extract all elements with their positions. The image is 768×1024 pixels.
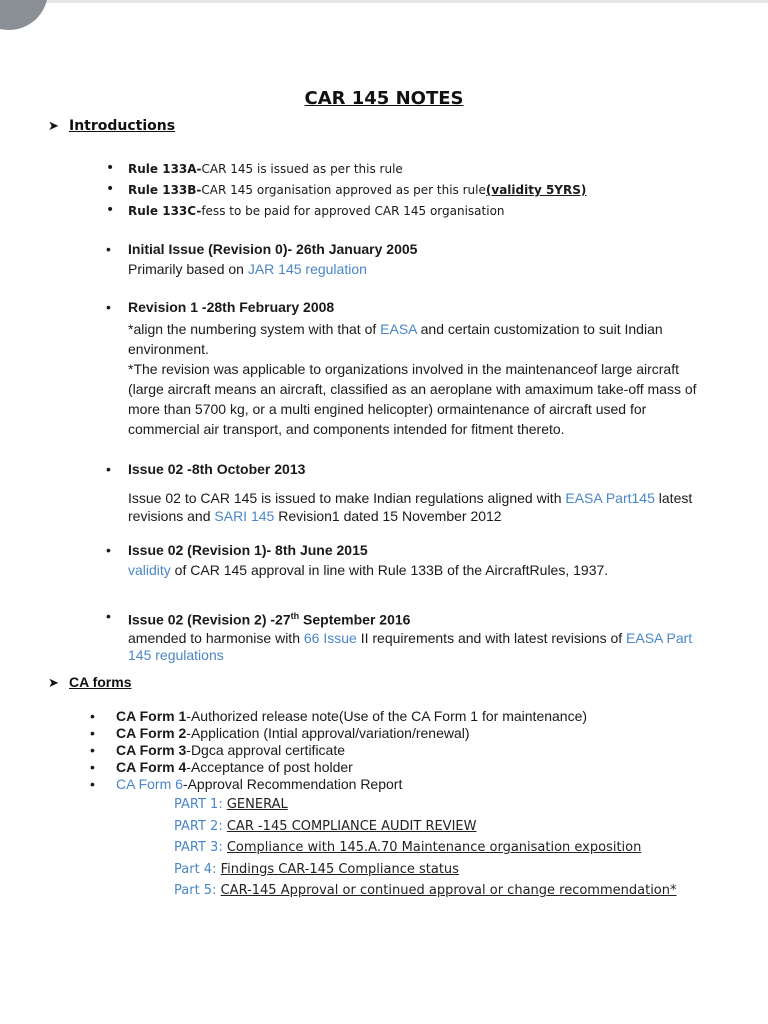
revision-issue-02-rev-1: • Issue 02 (Revision 1)- 8th June 2015 validity of CAR 145 approval in line with Rule 133B of the AircraftRules, 1937.	[106, 542, 609, 578]
list-item: • CA Form 1-Authorized release note(Use of the CA Form 1 for maintenance)	[90, 708, 588, 724]
top-border	[0, 0, 768, 3]
bullet-icon: •	[106, 202, 115, 218]
arrow-bullet-icon: ➤	[48, 675, 59, 690]
bullet-icon: •	[90, 708, 95, 724]
revision-issue-02-rev-2: • Issue 02 (Revision 2) -27th September 2016 amended to harmonise with 66 Issue II requirements and with latest revisions of EASA Part 145 regulations	[106, 608, 693, 663]
list-item: Part 5: CAR-145 Approval or continued approval or change recommendation*	[174, 883, 677, 898]
link-easa-part145[interactable]: EASA Part145	[565, 490, 655, 506]
bullet-icon: •	[106, 181, 115, 197]
list-item: • Rule 133A-CAR 145 is issued as per this rule	[106, 160, 403, 176]
revision-1: • Revision 1 -28th February 2008 *align the numbering system with that of EASA and certain customization to suit Indian environment. *The revision was applicable to organizations involved in the maintenanceof large aircraft (large aircraft means an aircraft, classified as an aeroplane with amaximum take-off mass of more than 5700 kg, or a multi engined helicopter) ormaintenance of aircraft used for commercial air transport, and components intended for fitment thereto.	[106, 299, 697, 437]
bullet-icon: •	[90, 776, 95, 792]
bullet-icon: •	[90, 725, 95, 741]
list-item: Part 4: Findings CAR-145 Compliance status	[174, 861, 459, 877]
arrow-bullet-icon: ➤	[48, 119, 59, 134]
bullet-icon: •	[106, 299, 111, 315]
list-item: • CA Form 3-Dgca approval certificate	[90, 742, 346, 758]
corner-shadow	[0, 0, 48, 30]
list-item: PART 3: Compliance with 145.A.70 Maintenance organisation exposition	[174, 840, 642, 855]
list-item: • Rule 133B-CAR 145 organisation approved as per this rule(validity 5YRS)	[106, 181, 587, 197]
ca-forms-list	[90, 708, 587, 793]
page-title: CAR 145 NOTES	[304, 88, 464, 109]
section-ca-forms: ➤ CA forms	[48, 674, 132, 690]
revision-issue-02: • Issue 02 -8th October 2013 Issue 02 to CAR 145 is issued to make Indian regulations aligned with EASA Part145 latest revisions and SARI 145 Revision1 dated 15 November 2012	[106, 461, 693, 524]
list-item: • CA Form 6-Approval Recommendation Report	[90, 776, 403, 792]
bullet-icon: •	[106, 542, 111, 558]
link-ca-form-6[interactable]: CA Form 6	[116, 776, 183, 792]
rules-list	[106, 160, 586, 223]
bullet-icon: •	[90, 759, 95, 775]
form-6-parts-list	[174, 794, 677, 902]
bullet-icon: •	[106, 241, 111, 257]
section-introductions: ➤ Introductions	[48, 118, 176, 134]
list-item: PART 2: CAR -145 COMPLIANCE AUDIT REVIEW	[174, 818, 477, 834]
bullet-icon: •	[106, 461, 111, 477]
revision-initial-issue: • Initial Issue (Revision 0)- 26th January 2005 Primarily based on JAR 145 regulation	[106, 241, 418, 277]
link-easa[interactable]: EASA	[380, 321, 417, 337]
link-66-issue[interactable]: 66 Issue	[303, 629, 357, 646]
bullet-icon: •	[106, 160, 115, 176]
list-item: • Rule 133C-fess to be paid for approved CAR 145 organisation	[106, 202, 505, 218]
list-item: • CA Form 2-Application (Intial approval/variation/renewal)	[90, 725, 470, 741]
link-sari-145[interactable]: SARI 145	[214, 508, 275, 524]
list-item: • CA Form 4-Acceptance of post holder	[90, 759, 353, 775]
list-item: PART 1: GENERAL	[174, 797, 288, 812]
link-easa-part-145-regulations[interactable]: EASA Part 145 regulations	[128, 629, 693, 663]
link-validity[interactable]: validity	[128, 562, 171, 578]
bullet-icon: •	[90, 742, 95, 758]
link-jar-145[interactable]: JAR 145 regulation	[247, 261, 367, 277]
bullet-icon: •	[106, 608, 111, 624]
